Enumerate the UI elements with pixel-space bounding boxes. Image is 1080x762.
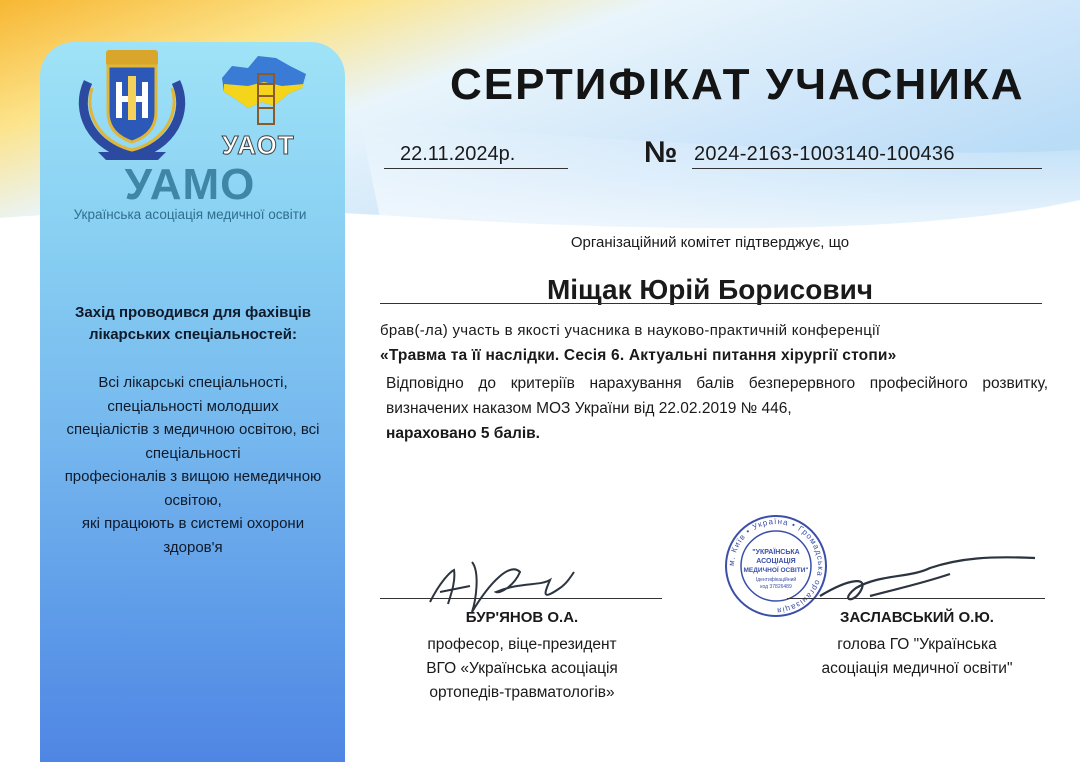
certificate-title: СЕРТИФІКАТ УЧАСНИКА	[450, 60, 1025, 109]
uamo-logo-subtitle: Українська асоціація медичної освіти	[73, 207, 307, 222]
certificate-date: 22.11.2024р.	[400, 143, 516, 165]
left-panel-heading-line: лікарських спеціальностей:	[88, 326, 297, 343]
stamp-ring-text: м. Київ • Україна • Громадська організація	[726, 516, 826, 616]
criteria-paragraph	[386, 371, 1048, 446]
participation-text: брав(-ла) участь в якості учасника в науково-практичній конференції	[380, 322, 881, 339]
left-panel-heading	[48, 302, 338, 346]
number-sign: №	[644, 136, 678, 169]
left-panel-body-line: які працюють в системі охорони	[81, 515, 305, 532]
role-line: професор, віце-президент	[427, 636, 617, 653]
uamo-logo-text: УАМО	[124, 160, 256, 209]
role-line: ортопедів-травматологів»	[429, 684, 615, 701]
stamp-line: АСОЦІАЦІЯ	[756, 558, 796, 565]
uaot-logo-text: УАОТ	[222, 130, 295, 160]
confirmation-text: Організаційний комітет підтверджує, що	[570, 234, 850, 251]
signatory-role-right	[787, 633, 1047, 681]
university-crest-logo	[78, 42, 186, 160]
left-panel-body-line: Всі лікарські спеціальності,	[98, 374, 288, 391]
left-panel-body-line: професіоналів з вищою немедичною	[64, 468, 322, 485]
signature-line-left	[380, 598, 662, 599]
signatory-name-left: БУР'ЯНОВ О.А.	[465, 609, 579, 626]
left-panel-body	[48, 371, 338, 559]
signatory-name-right: ЗАСЛАВСЬКИЙ О.Ю.	[840, 609, 994, 626]
left-panel-heading-line: Захід проводився для фахівців	[75, 304, 311, 321]
stamp-line: код 37826489	[760, 584, 792, 590]
role-line: ВГО «Українська асоціація	[426, 660, 618, 677]
criteria-text: Відповідно до критеріїв нарахування балів безперервного професійного розвитку, визначених наказом МОЗ України від 22.02.2019 № 446,	[386, 375, 1048, 417]
role-line: асоціація медичної освіти"	[821, 660, 1013, 677]
stamp-line: Ідентифікаційний	[755, 577, 797, 583]
date-underline	[384, 168, 568, 169]
signatory-role-left	[382, 633, 662, 705]
left-panel-body-line: освітою,	[164, 491, 222, 509]
stamp-line: МЕДИЧНОЇ ОСВІТИ"	[743, 567, 809, 574]
role-line: голова ГО "Українська	[837, 636, 997, 653]
stamp-line: "УКРАЇНСЬКА	[752, 549, 800, 556]
number-underline	[692, 168, 1042, 169]
points-awarded: нараховано 5 балів.	[386, 425, 540, 442]
participant-name: Міщак Юрій Борисович	[546, 274, 874, 305]
certificate-number: 2024-2163-1003140-100436	[694, 143, 955, 165]
ukraine-map-logo	[218, 48, 310, 128]
conference-title: «Травма та її наслідки. Сесія 6. Актуальні питання хірургії стопи»	[380, 347, 897, 364]
signature-line-right	[787, 598, 1045, 599]
left-panel-body-line: спеціальності	[145, 444, 241, 462]
left-panel-body-line: здоров'я	[163, 538, 223, 556]
left-panel-body-line: спеціальності молодших	[107, 397, 279, 415]
left-panel-body-line: спеціалістів з медичною освітою, всі	[66, 421, 320, 438]
participant-underline	[380, 303, 1042, 304]
